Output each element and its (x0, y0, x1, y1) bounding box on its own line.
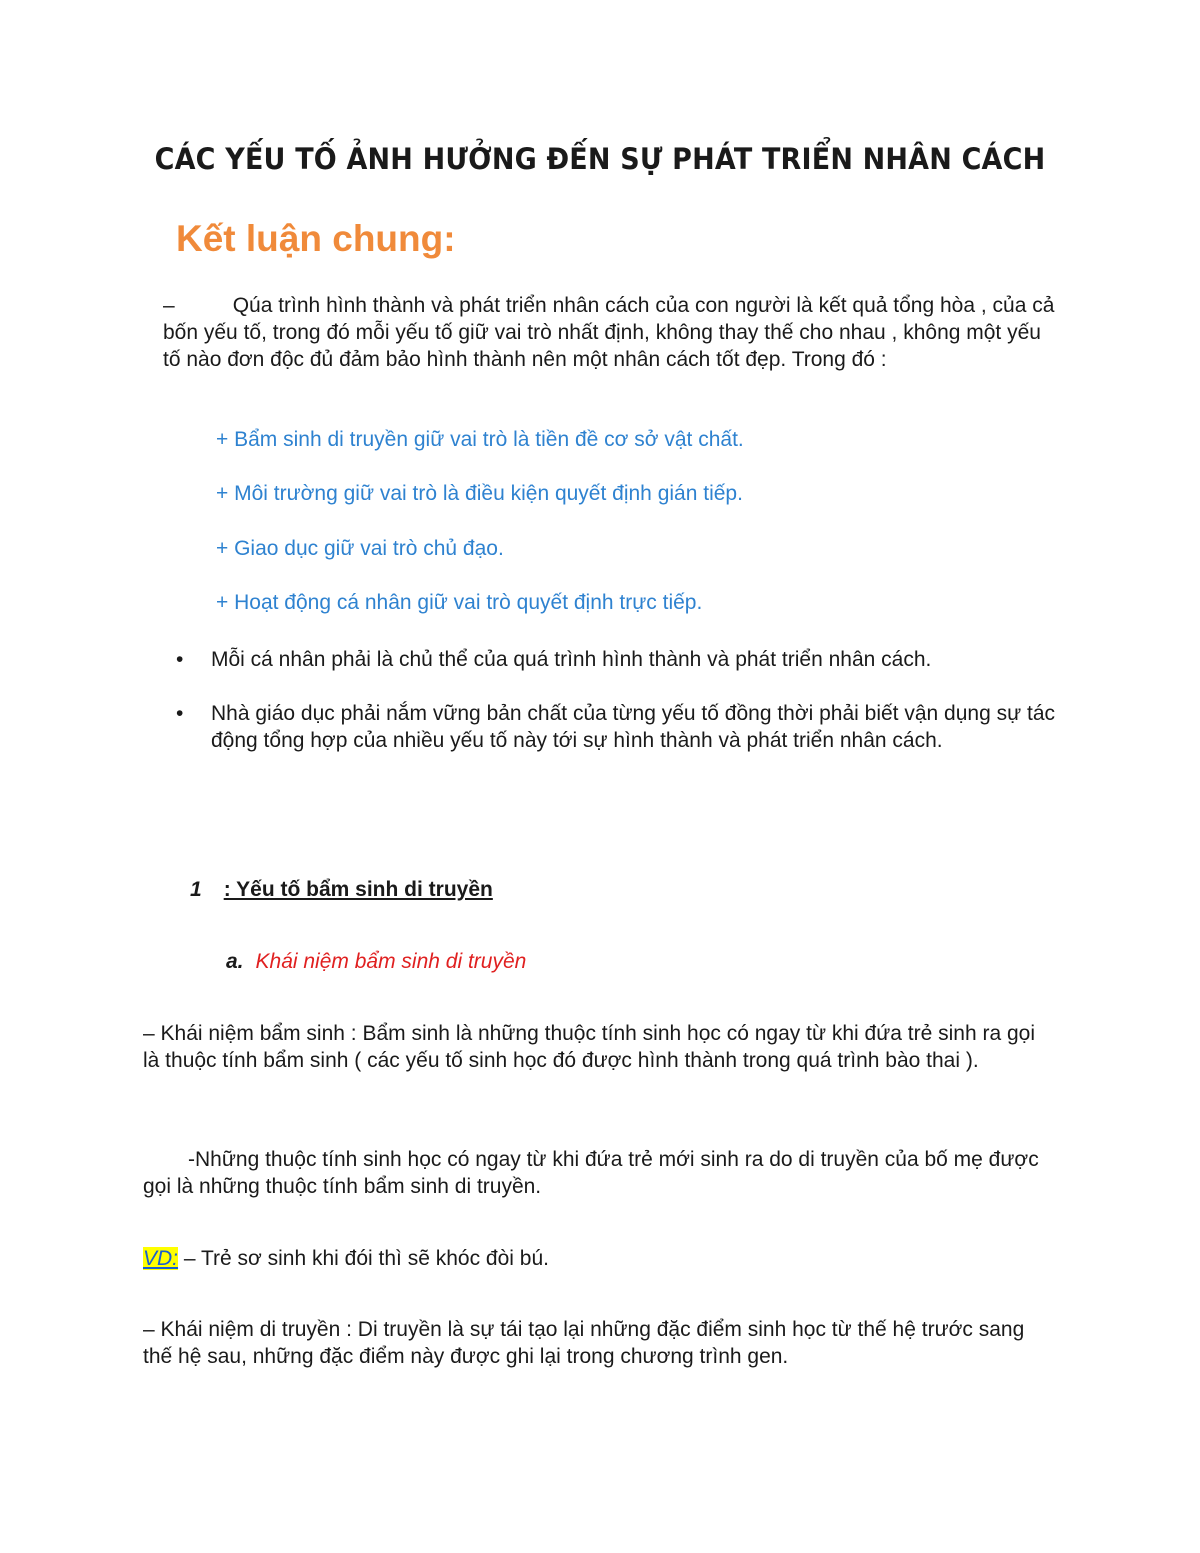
example-label: VD: (143, 1247, 179, 1270)
role-item: + Giao dục giữ vai trò chủ đạo. (216, 537, 504, 560)
conclusion-heading: Kết luận chung: (176, 218, 456, 259)
section-title: : Yếu tố bẩm sinh di truyền (223, 878, 493, 901)
bullet-item (176, 700, 1056, 754)
subsection-heading (226, 950, 526, 974)
subsection-title: Khái niệm bẩm sinh di truyền (255, 950, 527, 973)
bullet-dot: • (176, 702, 184, 725)
bullet-item (176, 646, 1056, 673)
page-title: CÁC YẾU TỐ ẢNH HƯỞNG ĐẾN SỰ PHÁT TRIỂN NHÂN CÁCH (154, 142, 1046, 176)
example-text: – Trẻ sơ sinh khi đói thì sẽ khóc đòi bú. (178, 1247, 549, 1270)
bullet-text: Mỗi cá nhân phải là chủ thể của quá trình hình thành và phát triển nhân cách. (211, 648, 932, 671)
example-line (143, 1245, 1043, 1272)
bullet-text: Nhà giáo dục phải nắm vững bản chất của từng yếu tố đồng thời phải biết vận dụng sự tác động tổng hợp của nhiều yếu tố này tới sự hình thành và phát triển nhân cách. (211, 702, 1055, 752)
section-number: 1 (190, 878, 202, 901)
role-item: + Bẩm sinh di truyền giữ vai trò là tiền đề cơ sở vật chất. (216, 428, 744, 451)
section-heading (190, 878, 493, 902)
bullet-dot: • (176, 648, 184, 671)
subsection-letter: a. (226, 950, 244, 973)
role-item: + Môi trường giữ vai trò là điều kiện quyết định gián tiếp. (216, 482, 743, 505)
intro-text: Qúa trình hình thành và phát triển nhân cách của con người là kết quả tổng hòa , của cả bốn yếu tố, trong đó mỗi yếu tố giữ vai trò nhất định, không thay thế cho nhau , không một yếu tố nào đơn độc đủ đảm bảo hình thành nên một nhân cách tốt đẹp. Trong đó : (163, 294, 1055, 371)
intro-paragraph (163, 292, 1063, 373)
paragraph-bam-sinh-di-truyen: -Những thuộc tính sinh học có ngay từ khi đứa trẻ mới sinh ra do di truyền của bố mẹ được gọi là những thuộc tính bẩm sinh di truyền. (143, 1148, 1039, 1198)
paragraph-bam-sinh: – Khái niệm bẩm sinh : Bẩm sinh là những thuộc tính sinh học có ngay từ khi đứa trẻ sinh ra gọi là thuộc tính bẩm sinh ( các yếu tố sinh học đó được hình thành trong quá trình bào thai ). (143, 1022, 1035, 1072)
intro-dash: – (163, 294, 175, 317)
role-item: + Hoạt động cá nhân giữ vai trò quyết định trực tiếp. (216, 591, 703, 614)
paragraph-di-truyen: – Khái niệm di truyền : Di truyền là sự tái tạo lại những đặc điểm sinh học từ thế hệ trước sang thế hệ sau, những đặc điểm này được ghi lại trong chương trình gen. (143, 1318, 1025, 1368)
